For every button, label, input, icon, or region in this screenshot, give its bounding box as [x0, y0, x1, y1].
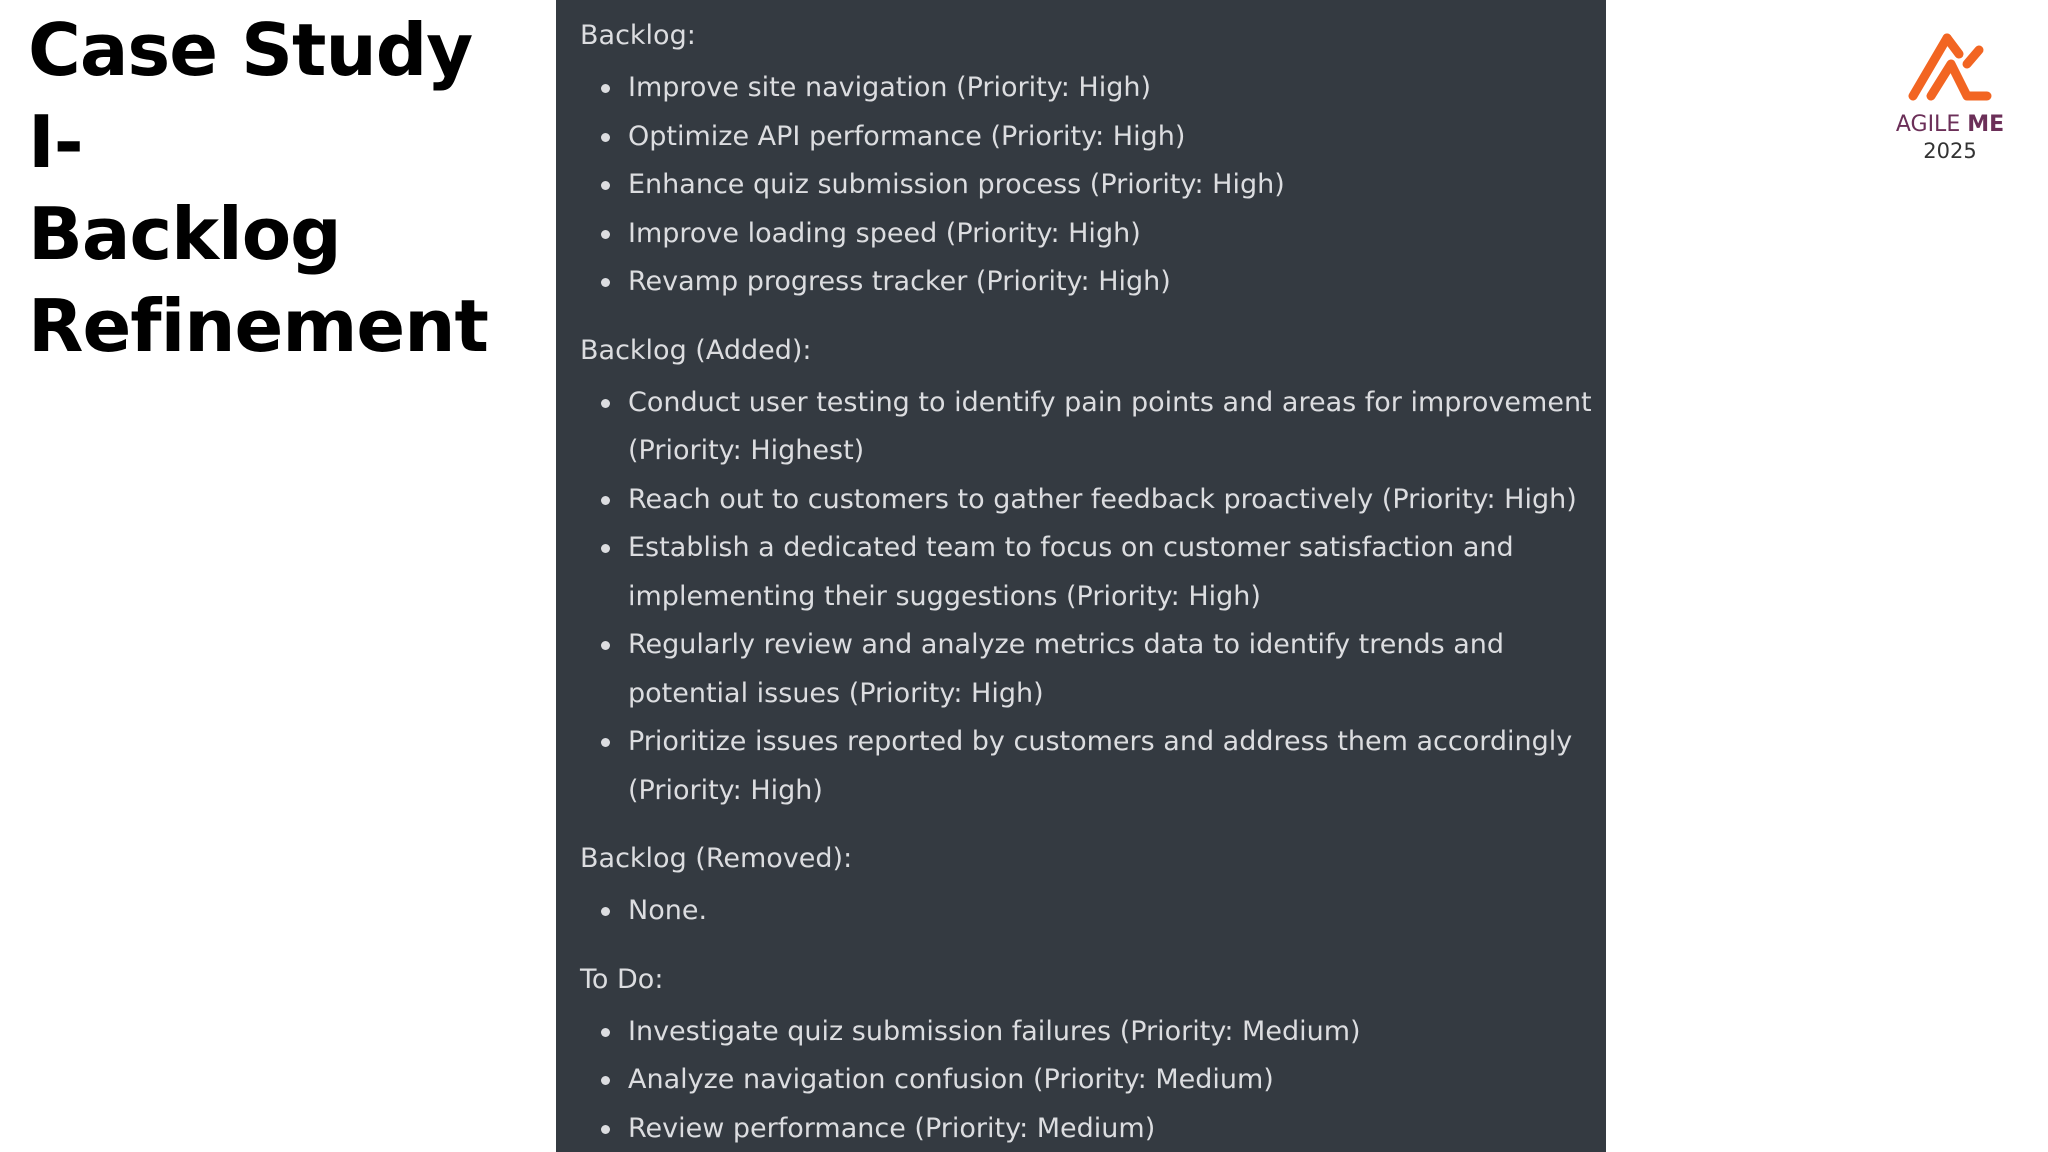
list-item: [580, 161, 1606, 210]
list-item: [580, 1056, 1606, 1105]
section-heading: Backlog (Added):: [580, 334, 812, 366]
bullet-icon: [601, 230, 610, 239]
bullet-icon: [601, 738, 610, 747]
list-item: [580, 1105, 1606, 1152]
bullet-icon: [601, 84, 610, 93]
list-item-text: Investigate quiz submission failures (Priority: Medium): [628, 1015, 1361, 1047]
list-item: [580, 379, 1606, 476]
bullet-icon: [601, 181, 610, 190]
section-heading: Backlog (Removed):: [580, 843, 853, 874]
list-item-text: Reach out to customers to gather feedback proactively (Priority: High): [628, 483, 1577, 515]
bullet-icon: [601, 1076, 610, 1085]
bullet-icon: [601, 278, 610, 287]
bullet-icon: [601, 496, 610, 505]
list-item: [580, 258, 1606, 307]
bullet-icon: [601, 907, 610, 916]
logo-name: [1880, 112, 2020, 138]
backlog-screenshot-panel: [556, 0, 1606, 1152]
logo-year: 2025: [1923, 139, 1977, 163]
list-item-text: Optimize API performance (Priority: High): [628, 120, 1186, 152]
list-item: [580, 524, 1606, 621]
bullet-icon: [601, 641, 610, 650]
slide-title-line: Refinement: [28, 284, 488, 368]
list-item: [580, 718, 1606, 815]
list-item-text: Regularly review and analyze metrics data to identify trends and potential issues (Priority: High): [628, 629, 1505, 709]
bullet-icon: [601, 399, 610, 408]
agile-me-logo: [1880, 30, 2020, 164]
list-item: [580, 476, 1606, 525]
slide-title-line: Case Study I-: [28, 8, 473, 184]
list-item-text: Conduct user testing to identify pain points and areas for improvement (Priority: Highest): [628, 386, 1592, 466]
list-item: [580, 621, 1606, 718]
list-item: [580, 113, 1606, 162]
list-item-text: Review performance (Priority: Medium): [628, 1112, 1156, 1144]
list-item-text: Improve loading speed (Priority: High): [628, 217, 1141, 249]
bullet-icon: [601, 1028, 610, 1037]
list-item-text: Prioritize issues reported by customers and address them accordingly (Priority: High): [628, 726, 1573, 806]
bullet-list: [580, 379, 1606, 816]
list-item: [580, 1008, 1606, 1057]
bullet-list: [580, 1008, 1606, 1152]
bullet-list: [580, 64, 1606, 307]
agile-me-logo-mark-icon: [1907, 30, 1993, 106]
slide-title: [28, 4, 548, 372]
list-item: [580, 887, 1606, 936]
slide-title-line: Backlog: [28, 192, 341, 276]
section-heading: Backlog:: [580, 20, 696, 51]
bullet-icon: [601, 544, 610, 553]
section-to-do: [580, 958, 1606, 1152]
section-heading: To Do:: [580, 963, 664, 995]
list-item-text: Analyze navigation confusion (Priority: Medium): [628, 1064, 1274, 1095]
list-item-text: Improve site navigation (Priority: High): [628, 72, 1152, 103]
section-backlog-removed: [580, 837, 1606, 936]
logo-name-bold: ME: [1967, 112, 2005, 137]
bullet-icon: [601, 1125, 610, 1134]
list-item-text: Enhance quiz submission process (Priority: High): [628, 169, 1285, 200]
list-item-text: None.: [628, 895, 708, 926]
list-item: [580, 64, 1606, 113]
section-backlog-added: [580, 329, 1606, 816]
list-item-text: Revamp progress tracker (Priority: High): [628, 266, 1171, 297]
bullet-list: [580, 887, 1606, 936]
list-item-text: Establish a dedicated team to focus on customer satisfaction and implementing their suggestions (Priority: High): [628, 532, 1514, 612]
section-backlog: [580, 14, 1606, 307]
bullet-icon: [601, 133, 610, 142]
logo-name-regular: AGILE: [1895, 112, 1968, 137]
list-item: [580, 210, 1606, 259]
